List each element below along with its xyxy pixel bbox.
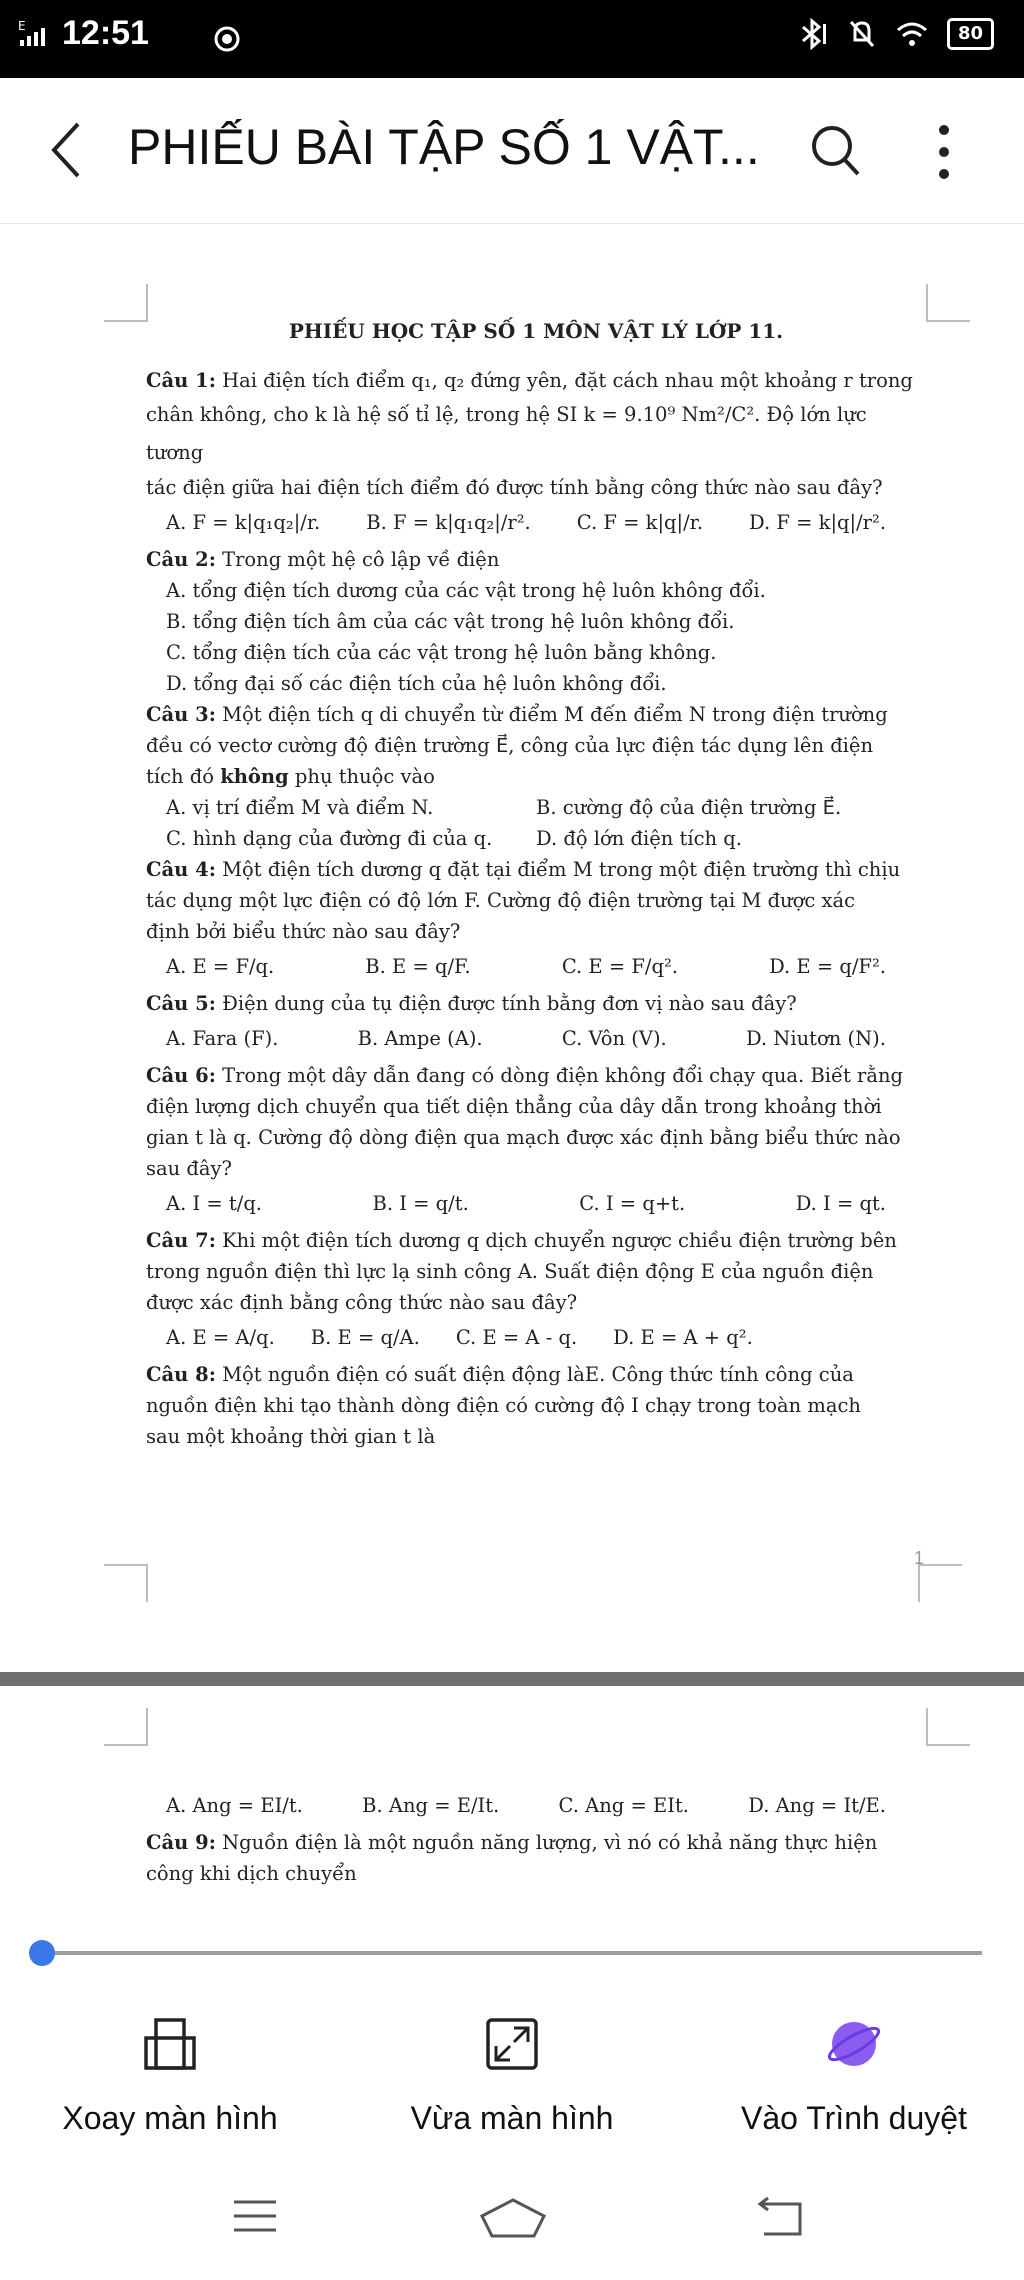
- option: D. E = A + q².: [613, 1326, 753, 1349]
- question-8: Câu 8: Một nguồn điện có suất điện động làE. Công thức tính công của: [146, 1363, 854, 1386]
- option: A. Fara (F).: [166, 1027, 279, 1050]
- option: C. Vôn (V).: [561, 1027, 667, 1050]
- question-6-options: [146, 1188, 926, 1219]
- question-7: Câu 7: Khi một điện tích dương q dịch chuyển ngược chiều điện trường bên: [146, 1229, 897, 1252]
- mute-icon: [847, 18, 877, 50]
- rotate-screen-label: Xoay màn hình: [62, 2100, 278, 2136]
- question-6-line: sau đây?: [146, 1157, 232, 1180]
- option: C. E = A - q.: [455, 1326, 578, 1349]
- wifi-icon: [895, 19, 929, 49]
- page-corner-mark: [104, 284, 148, 322]
- question-4-options: [146, 951, 926, 982]
- page-corner-mark: [104, 1708, 148, 1746]
- question-8-line: nguồn điện khi tạo thành dòng điện có cường độ I chạy trong toàn mạch: [146, 1394, 861, 1417]
- option: A. E = F/q.: [166, 955, 275, 978]
- option: A. I = t/q.: [166, 1192, 263, 1215]
- question-6-line: gian t là q. Cường độ dòng điện qua mạch được xác định bằng biểu thức nào: [146, 1126, 901, 1149]
- back-nav-icon[interactable]: [756, 2196, 806, 2240]
- status-bar: [0, 0, 1024, 78]
- question-7-options: [146, 1322, 926, 1353]
- question-4-line: tác dụng một lực điện có độ lớn F. Cường độ điện trường tại M được xác: [146, 889, 856, 912]
- option: B. cường độ của điện trường E⃗.: [536, 796, 842, 819]
- question-7-line: trong nguồn điện thì lực lạ sinh công A. Suất điện động E của nguồn điện: [146, 1260, 874, 1283]
- question-6: Câu 6: Trong một dây dẫn đang có dòng điện không đổi chạy qua. Biết rằng: [146, 1064, 904, 1087]
- option: A. vị trí điểm M và điểm N.: [166, 796, 434, 819]
- page-corner-mark: [926, 284, 970, 322]
- option: C. E = F/q².: [561, 955, 679, 978]
- option: C. Ang = EIt.: [558, 1794, 689, 1817]
- question-3-options: [146, 823, 926, 854]
- option: A. Ang = EI/t.: [166, 1794, 303, 1817]
- option: B. Ampe (A).: [357, 1027, 483, 1050]
- option: D. F = k|q|/r².: [749, 511, 886, 534]
- question-5: Câu 5: Điện dung của tụ điện được tính bằng đơn vị nào sau đây?: [146, 992, 797, 1015]
- page-separator: [0, 1672, 1024, 1686]
- option: A. tổng điện tích dương của các vật trong hệ luôn không đổi.: [166, 579, 766, 602]
- fit-screen-label: Vừa màn hình: [410, 2100, 614, 2136]
- option: B. F = k|q₁q₂|/r².: [366, 511, 531, 534]
- open-browser-button[interactable]: [684, 2016, 1024, 2137]
- question-6-line: điện lượng dịch chuyển qua tiết diện thẳng của dây dẫn trong khoảng thời: [146, 1095, 882, 1118]
- option: C. I = q+t.: [579, 1192, 686, 1215]
- app-bar: [0, 78, 1024, 225]
- option: A. E = A/q.: [166, 1326, 275, 1349]
- rotate-screen-button[interactable]: [0, 2016, 340, 2137]
- option: A. F = k|q₁q₂|/r.: [166, 511, 321, 534]
- bluetooth-icon: [799, 18, 829, 50]
- question-2: Câu 2: Trong một hệ cô lập về điện: [146, 548, 500, 571]
- option: B. E = q/A.: [310, 1326, 420, 1349]
- page-slider-thumb[interactable]: [29, 1940, 55, 1966]
- home-icon[interactable]: [478, 2196, 548, 2240]
- question-8-options: [146, 1790, 926, 1821]
- option: B. I = q/t.: [372, 1192, 469, 1215]
- option: D. độ lớn điện tích q.: [536, 827, 742, 850]
- option: B. E = q/F.: [365, 955, 471, 978]
- question-3-line: tích đó không phụ thuộc vào: [146, 765, 435, 788]
- document-content: [146, 1786, 926, 1889]
- page-corner-mark: [104, 1564, 148, 1602]
- page-corner-mark: [926, 1708, 970, 1746]
- question-1: Câu 1: Hai điện tích điểm q₁, q₂ đứng yên, đặt cách nhau một khoảng r trong: [146, 369, 913, 392]
- question-3-line: đều có vectơ cường độ điện trường E⃗, công của lực điện tác dụng lên điện: [146, 734, 874, 757]
- question-7-line: được xác định bằng công thức nào sau đây?: [146, 1291, 578, 1314]
- fit-screen-icon: [484, 2016, 540, 2072]
- search-icon[interactable]: [808, 120, 864, 180]
- back-arrow-icon[interactable]: [46, 120, 86, 180]
- document-heading: PHIẾU HỌC TẬP SỐ 1 MÔN VẬT LÝ LỚP 11.: [288, 319, 784, 343]
- option: C. tổng điện tích của các vật trong hệ luôn bằng không.: [166, 641, 717, 664]
- rotate-screen-icon: [142, 2016, 198, 2072]
- option: D. Niutơn (N).: [745, 1027, 886, 1050]
- more-options-icon[interactable]: [932, 122, 956, 182]
- bottom-toolbar: [0, 1896, 1024, 2280]
- question-5-options: [146, 1023, 926, 1054]
- option: D. I = qt.: [795, 1192, 886, 1215]
- option: C. F = k|q|/r.: [576, 511, 704, 534]
- question-9: Câu 9: Nguồn điện là một nguồn năng lượng, vì nó có khả năng thực hiện: [146, 1831, 878, 1854]
- option: D. Ang = It/E.: [748, 1794, 886, 1817]
- option: D. E = q/F².: [769, 955, 886, 978]
- question-9-line: công khi dịch chuyển: [146, 1862, 357, 1885]
- question-3-options: [146, 792, 926, 823]
- question-3: Câu 3: Một điện tích q di chuyển từ điểm M đến điểm N trong điện trường: [146, 703, 888, 726]
- question-4-line: định bởi biểu thức nào sau đây?: [146, 920, 461, 943]
- page-number: 1: [913, 1548, 924, 1568]
- document-page-1[interactable]: [0, 224, 1024, 1670]
- menu-icon[interactable]: [230, 2196, 280, 2236]
- option: D. tổng đại số các điện tích của hệ luôn không đổi.: [166, 672, 667, 695]
- document-page-2[interactable]: [0, 1686, 1024, 1896]
- option: B. tổng điện tích âm của các vật trong hệ luôn không đổi.: [166, 610, 735, 633]
- signal-icon: [18, 18, 54, 48]
- document-content: [146, 316, 926, 1452]
- svg-text:E: E: [18, 19, 26, 33]
- question-1-line: tác điện giữa hai điện tích điểm đó được tính bằng công thức nào sau đây?: [146, 476, 883, 499]
- location-icon: [214, 26, 240, 52]
- option: B. Ang = E/It.: [362, 1794, 500, 1817]
- page-title: PHIẾU BÀI TẬP SỐ 1 VẬT...: [128, 119, 760, 175]
- browser-planet-icon: [824, 2016, 884, 2072]
- option: C. hình dạng của đường đi của q.: [166, 827, 493, 850]
- battery-indicator: 80: [947, 18, 994, 50]
- question-1-options: [146, 507, 926, 538]
- page-slider-track[interactable]: [42, 1951, 982, 1955]
- question-8-line: sau một khoảng thời gian t là: [146, 1425, 436, 1448]
- clock: 12:51: [62, 14, 149, 52]
- page-corner-mark: [918, 1564, 962, 1602]
- open-browser-label: Vào Trình duyệt: [741, 2100, 967, 2136]
- question-1-line: chân không, cho k là hệ số tỉ lệ, trong hệ SI k = 9.10⁹ Nm²/C². Độ lớn lực tương: [146, 403, 867, 464]
- question-4: Câu 4: Một điện tích dương q đặt tại điểm M trong một điện trường thì chịu: [146, 858, 901, 881]
- fit-screen-button[interactable]: [342, 2016, 682, 2137]
